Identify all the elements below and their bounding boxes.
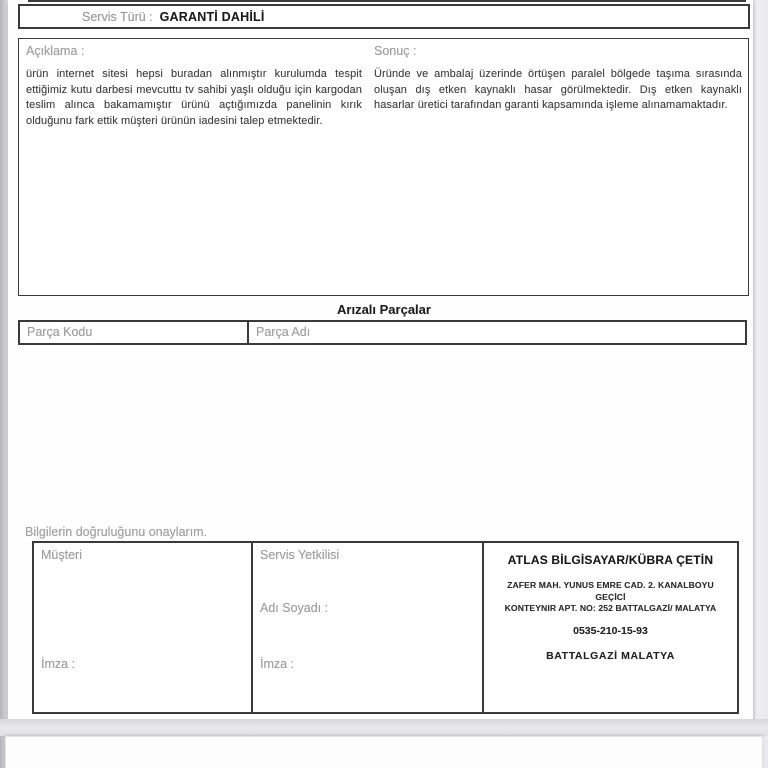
company-address-line2: KONTEYNIR APT. NO: 252 BATTALGAZİ/ MALATYA (504, 603, 717, 613)
service-official-signature-cell (253, 543, 484, 712)
customer-signature-label: İmza : (41, 657, 76, 671)
service-official-signature-label: İmza : (260, 657, 295, 671)
result-label: Sonuç : (374, 44, 417, 58)
service-type-label: Servis Türü : (82, 9, 153, 24)
result-column (366, 39, 748, 295)
company-city: BATTALGAZİ MALATYA (546, 649, 675, 662)
previous-section-border (28, 0, 746, 2)
next-page-top (5, 736, 763, 768)
company-info-cell (484, 543, 737, 712)
parts-column-header-name: Parça Adı (256, 325, 311, 339)
service-type-box (18, 4, 750, 29)
description-label: Açıklama : (26, 44, 85, 58)
faulty-parts-title: Arızalı Parçalar (337, 302, 431, 317)
signature-table (32, 541, 739, 714)
service-type-value: GARANTİ DAHİLİ (159, 9, 265, 24)
page-separator (0, 719, 768, 736)
customer-label: Müşteri (41, 548, 82, 562)
service-official-label: Servis Yetkilisi (260, 548, 340, 562)
service-official-name-label: Adı Soyadı : (260, 601, 329, 615)
description-text: ürün internet sitesi hepsi buradan alınmıştır kurulumda tespit ettiğimiz kutu darbesi mevcuttu tv sahibi yaşlı olduğu için kargodan teslim alınca bakamamıştır ürünü açtığımızda panelinin kırık olduğunu fark ettik müşteri ürünün iadesini talep etmektedir. (26, 68, 362, 127)
scan-right-margin (752, 0, 768, 768)
confirmation-statement: Bilgilerin doğruluğunu onaylarım. (25, 525, 208, 539)
parts-column-header-code: Parça Kodu (20, 322, 249, 343)
faulty-parts-table (18, 320, 747, 345)
company-address (492, 580, 729, 615)
result-text: Üründe ve ambalaj üzerinde örtüşen paralel bölgede taşıma sırasında oluşan dış etken kaynaklı hasar görülmektedir. Dış etken kaynaklı hasarlar üretici tarafından garanti kapsamında işleme alınamamaktadır. (374, 68, 742, 111)
description-column (19, 39, 366, 295)
description-result-box (18, 38, 749, 296)
company-phone: 0535-210-15-93 (573, 624, 648, 637)
company-name: ATLAS BİLGİSAYAR/KÜBRA ÇETİN (507, 553, 714, 567)
company-address-line1: ZAFER MAH. YUNUS EMRE CAD. 2. KANALBOYU GEÇİCİ (507, 580, 714, 602)
customer-signature-cell (34, 543, 253, 712)
service-form-page (8, 0, 753, 719)
